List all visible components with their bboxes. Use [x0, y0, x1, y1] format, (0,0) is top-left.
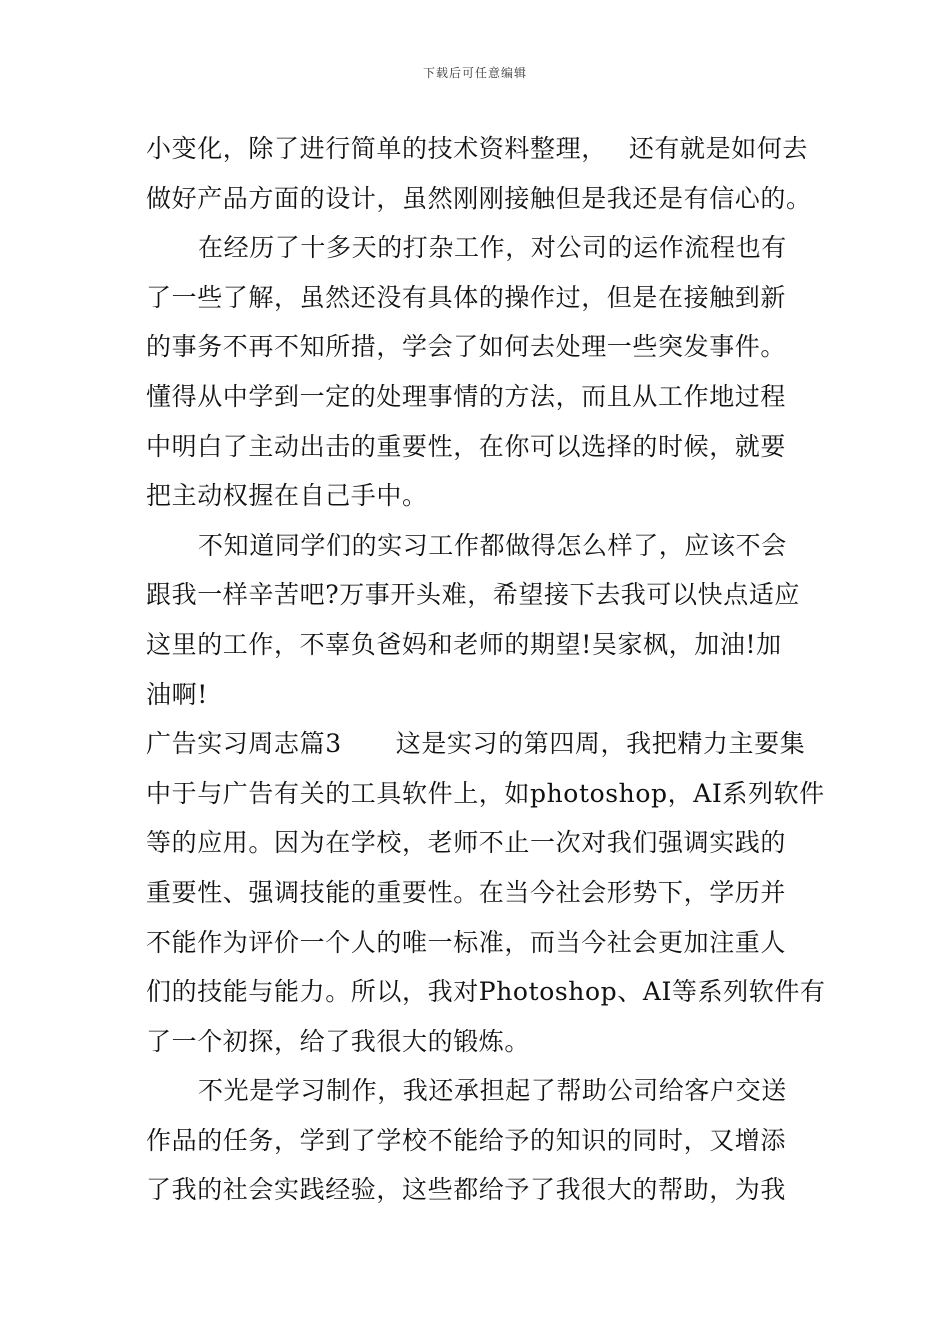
text-line: 把主动权握在自己手中。: [146, 481, 428, 511]
paragraph-start-line: 不知道同学们的实习工作都做得怎么样了，应该不会: [198, 530, 787, 560]
section-title: 广告实习周志篇3: [146, 729, 342, 759]
text-line: 了一个初探，给了我很大的锻炼。: [146, 1026, 531, 1056]
text-line: 中明白了主动出击的重要性，在你可以选择的时候，就要: [146, 431, 787, 461]
section-heading-line: [146, 719, 810, 769]
text-line: 懂得从中学到一定的处理事情的方法，而且从工作地过程: [146, 381, 787, 411]
text-line: [146, 124, 810, 174]
text-line: 这里的工作，不辜负爸妈和老师的期望!吴家枫，加油!加: [146, 629, 782, 659]
text-line: 中于与广告有关的工具软件上，如photoshop，AI系列软件: [146, 778, 825, 808]
document-body: [146, 124, 826, 1215]
text-line: 们的技能与能力。所以，我对Photoshop、AI等系列软件有: [146, 977, 826, 1007]
paragraph-start-line: 在经历了十多天的打杂工作，对公司的运作流程也有: [198, 233, 787, 263]
text-line: 的事务不再不知所措，学会了如何去处理一些突发事件。: [146, 332, 787, 362]
text-segment: 小变化，除了进行简单的技术资料整理，: [146, 134, 607, 163]
text-segment: 还有就是如何去: [628, 134, 809, 163]
text-line: 作品的任务，学到了学校不能给予的知识的同时，又增添: [146, 1125, 787, 1155]
paragraph-start-line: 不光是学习制作，我还承担起了帮助公司给客户交送: [198, 1076, 787, 1106]
text-line: 跟我一样辛苦吧?万事开头难，希望接下去我可以快点适应: [146, 580, 801, 610]
text-line: 了一些了解，虽然还没有具体的操作过，但是在接触到新: [146, 282, 787, 312]
text-segment: 这是实习的第四周，我把精力主要集: [395, 729, 806, 759]
text-line: 做好产品方面的设计，虽然刚刚接触但是我还是有信心的。: [146, 183, 812, 213]
text-line: 油啊!: [146, 679, 208, 709]
header-note: 下载后可任意编辑: [422, 66, 527, 80]
text-line: 不能作为评价一个人的唯一标准，而当今社会更加注重人: [146, 927, 787, 957]
text-line: 重要性、强调技能的重要性。在当今社会形势下，学历并: [146, 877, 787, 907]
text-line: 等的应用。因为在学校，老师不止一次对我们强调实践的: [146, 828, 787, 858]
text-line: 了我的社会实践经验，这些都给予了我很大的帮助，为我: [146, 1175, 787, 1205]
